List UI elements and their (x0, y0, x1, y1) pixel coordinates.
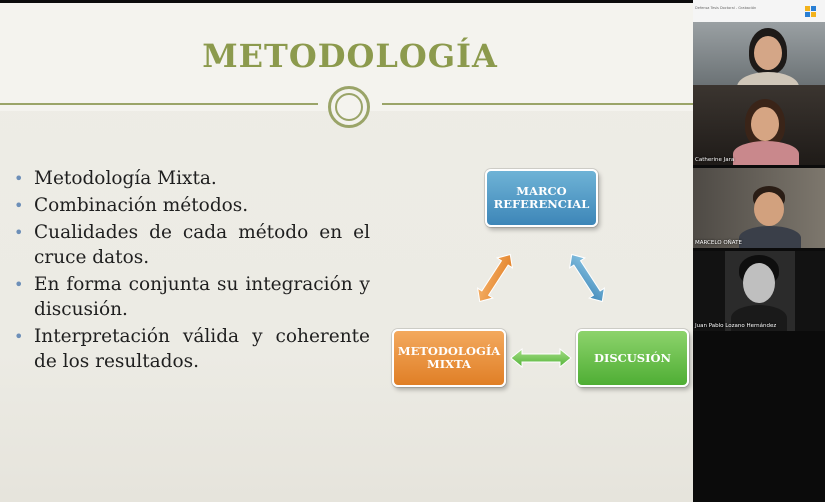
arrow-metodologia-marco-icon (472, 250, 518, 307)
participant-face (754, 192, 784, 226)
bullet-dot-icon: • (14, 169, 24, 188)
bullet-dot-icon: • (14, 196, 24, 215)
bullet-item: • Metodología Mixta. (14, 168, 217, 189)
participant-name: MARCELO OÑATE (695, 240, 742, 246)
bullet-dot-icon: • (14, 327, 24, 346)
bullet-item: • En forma conjunta su integración y discusión. (14, 274, 370, 320)
participant-face (743, 263, 775, 303)
app-logo-icon (805, 6, 817, 18)
diagram-box-discusion: DISCUSIÓN (576, 329, 689, 387)
participant-face (754, 36, 782, 70)
bullet-dot-icon: • (14, 275, 24, 294)
diagram-box-metodologia-mixta: METODOLOGÍA MIXTA (392, 329, 506, 387)
arrow-marco-discusion-icon (564, 250, 610, 307)
participant-face (751, 107, 779, 141)
diagram-box-marco-referencial: MARCO REFERENCIAL (485, 169, 598, 227)
slide-title: METODOLOGÍA (202, 37, 498, 75)
bullet-item: • Cualidades de cada método en el cruce datos. (14, 222, 370, 268)
participant-body (739, 226, 801, 248)
presentation-slide (0, 3, 700, 502)
participant-name: Catherine Jara (695, 157, 735, 163)
participant-name: Juan Pablo Lozano Hernández (695, 323, 777, 329)
bullet-dot-icon: • (14, 223, 24, 242)
participant-body (733, 141, 799, 165)
participant-video-tile[interactable] (693, 85, 825, 165)
bullet-item: • Combinación métodos. (14, 195, 249, 216)
video-panel-title: Defensa Tesis Doctoral - Grabación (695, 6, 757, 10)
arrow-metodologia-discusion-icon (511, 349, 571, 367)
bullet-item: • Interpretación válida y coherente de los resultados. (14, 326, 370, 372)
cycle-arrows (0, 3, 700, 502)
video-panel-header (693, 0, 825, 22)
participant-video-tile[interactable] (693, 251, 825, 331)
participant-video-tile[interactable] (693, 168, 825, 248)
participant-video-panel (693, 0, 825, 502)
